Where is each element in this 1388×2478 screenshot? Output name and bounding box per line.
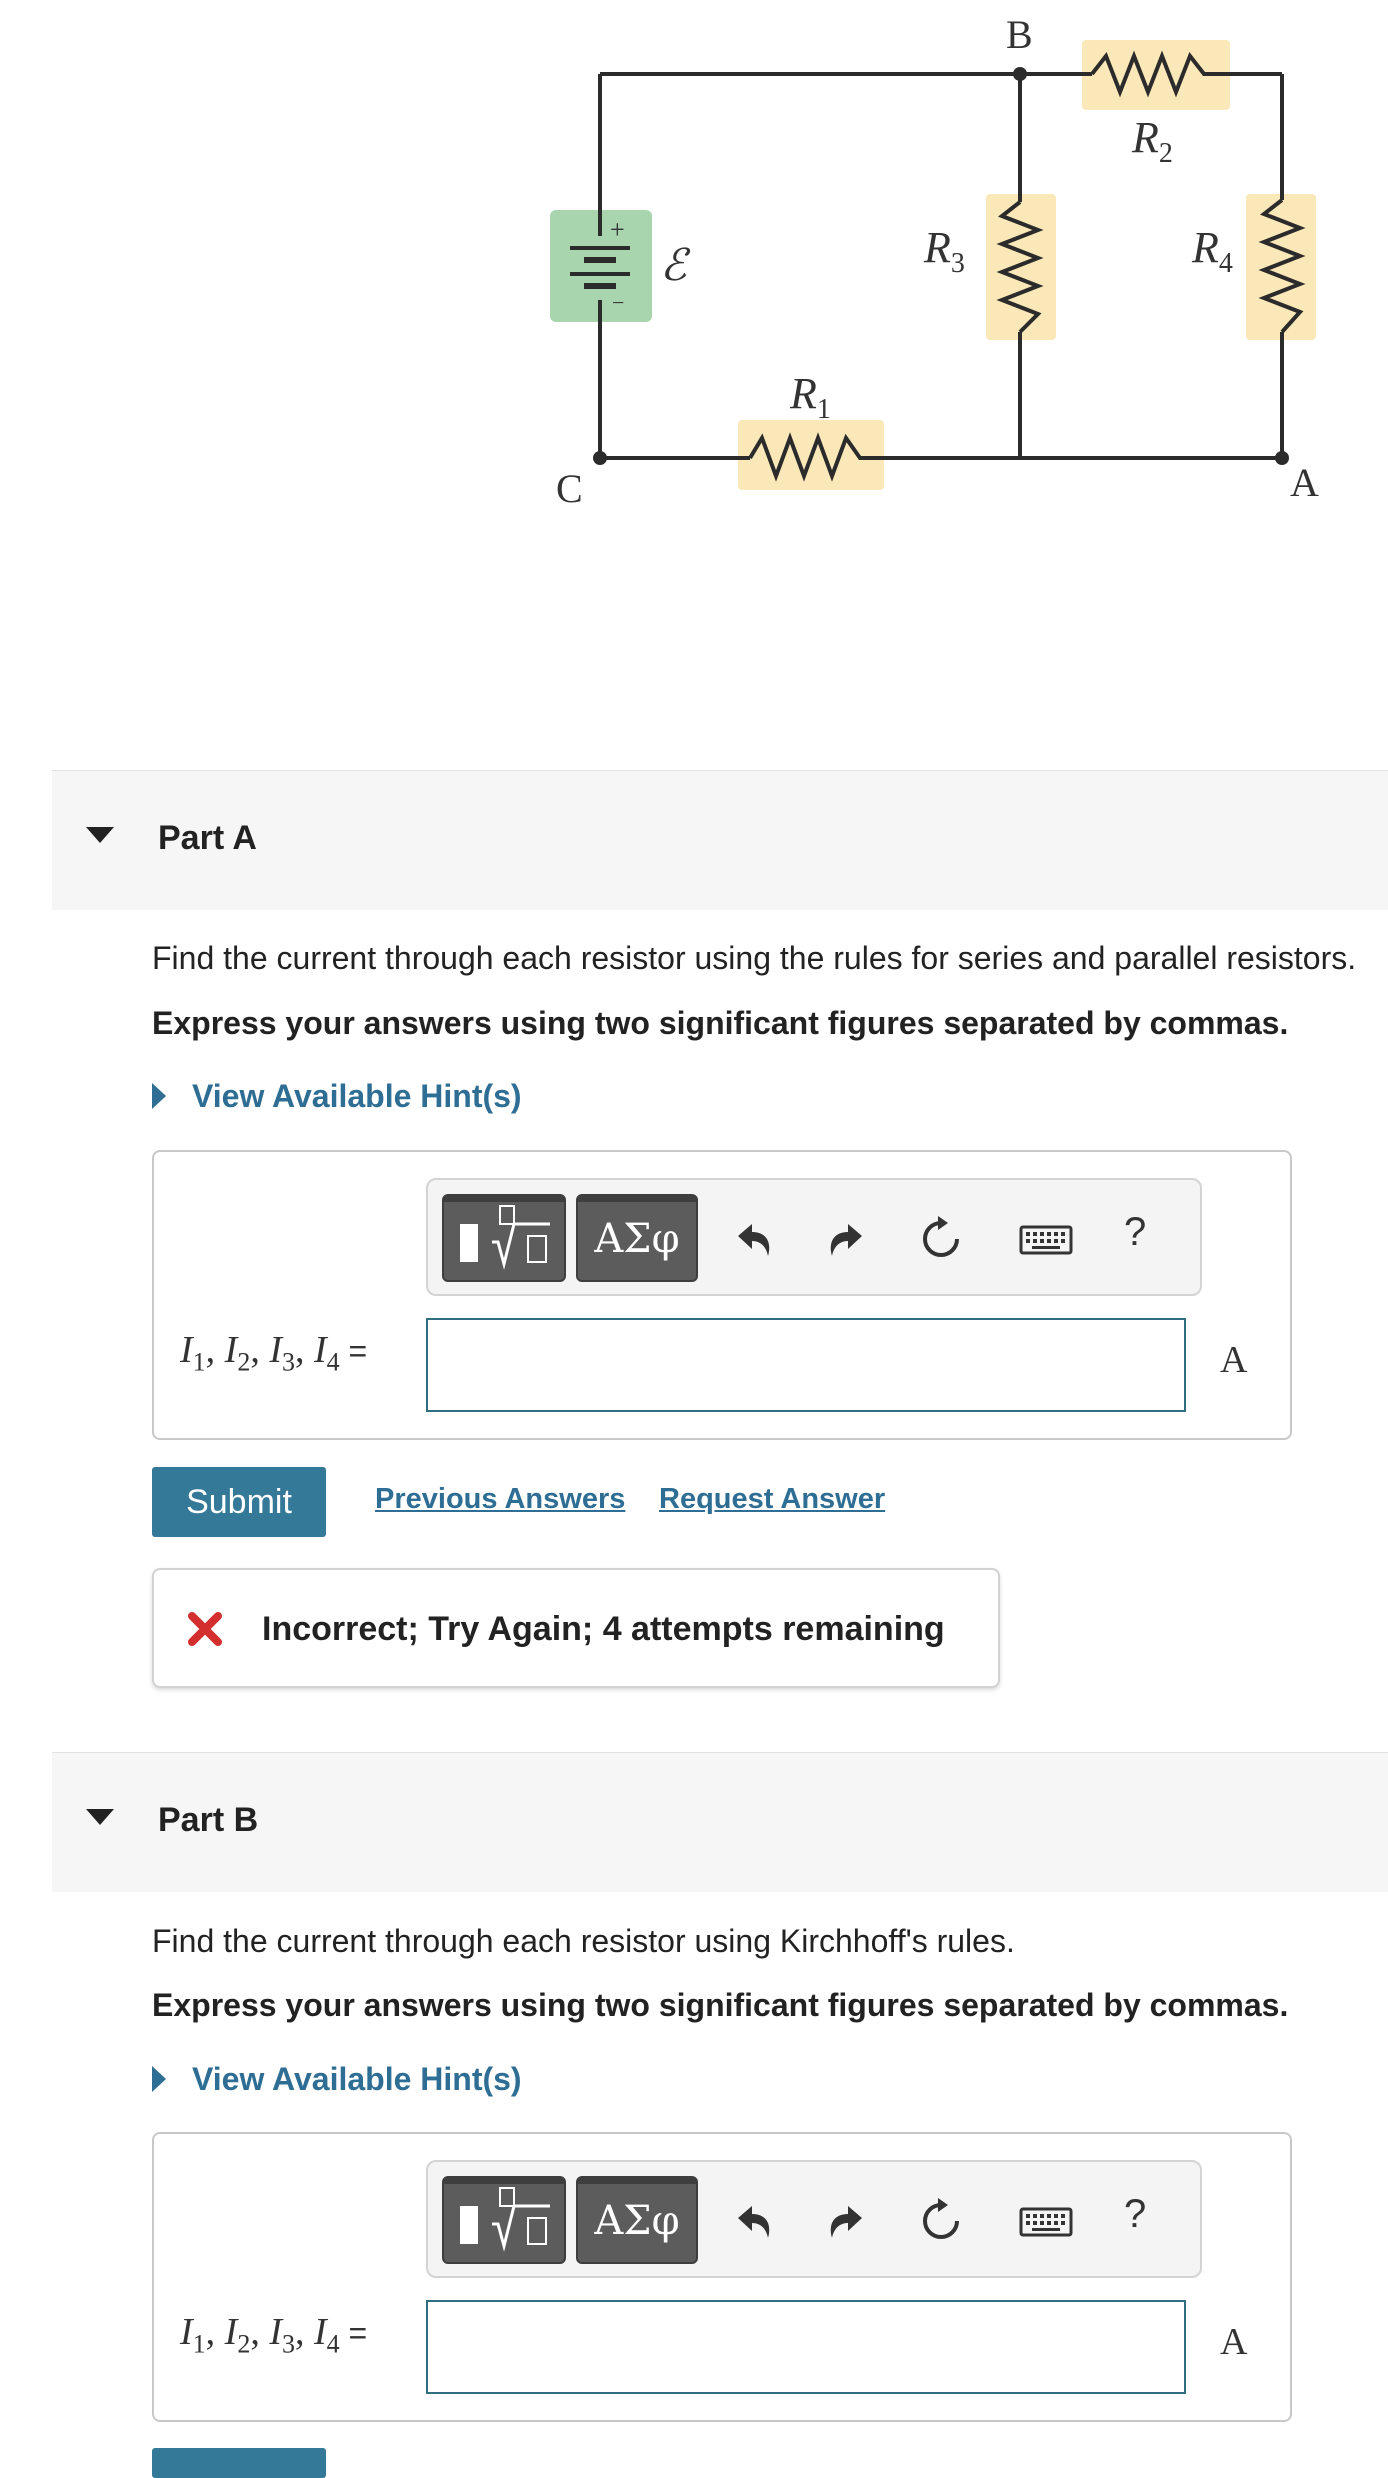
previous-answers-link[interactable]: Previous Answers (375, 1483, 626, 1515)
part-a-title: Part A (158, 819, 257, 857)
part-b-header[interactable] (52, 1752, 1388, 1892)
part-b-answer-box (152, 2132, 1292, 2422)
part-a-answer-box (152, 1150, 1292, 1440)
request-answer-link[interactable]: Request Answer (659, 1483, 886, 1515)
undo-icon[interactable] (728, 1214, 778, 1264)
circuit-diagram (520, 10, 1340, 520)
node-label-a: A (1290, 460, 1319, 505)
part-b-instruction: Express your answers using two significant figures separated by commas. (152, 1987, 1289, 2023)
help-button[interactable]: ? (1124, 1210, 1147, 1254)
part-a-answer-input[interactable] (426, 1318, 1186, 1412)
part-a-instruction: Express your answers using two significant figures separated by commas. (152, 1005, 1289, 1041)
help-button[interactable]: ? (1124, 2192, 1147, 2236)
r1-label: $R_1$ (790, 369, 831, 425)
hint-caret-icon (152, 1083, 166, 1109)
reset-icon[interactable] (916, 2196, 966, 2246)
error-x-icon (186, 1610, 224, 1648)
keyboard-icon[interactable] (1018, 2196, 1074, 2246)
math-toolbar (426, 2160, 1202, 2278)
node-label-c: C (556, 466, 583, 511)
hint-label: View Available Hint(s) (192, 1078, 522, 1114)
templates-button[interactable] (442, 1194, 566, 1282)
math-toolbar (426, 1178, 1202, 1296)
part-b-answer-input[interactable] (426, 2300, 1186, 2394)
templates-icon (444, 2184, 564, 2258)
feedback-text: Incorrect; Try Again; 4 attempts remaining (262, 1610, 945, 1648)
submit-button[interactable]: Submit (152, 1467, 326, 1537)
part-a-hint-link[interactable] (152, 1078, 522, 1115)
r3-label: $R_3$ (924, 223, 965, 279)
answer-variables-label: $I_1$, $I_2$, $I_3$, $I_4$ = (180, 1329, 368, 1377)
r3-highlight (986, 194, 1056, 340)
junction-a (1275, 451, 1289, 465)
collapse-caret-icon[interactable] (86, 1809, 114, 1825)
battery-plus-sign: + (610, 215, 625, 244)
part-a-question: Find the current through each resistor using the rules for series and parallel resistors. (152, 940, 1357, 976)
greek-symbols-button[interactable]: ΑΣφ (576, 2176, 698, 2264)
part-a-header[interactable] (52, 770, 1388, 910)
undo-icon[interactable] (728, 2196, 778, 2246)
part-b-submit-button[interactable] (152, 2448, 326, 2478)
keyboard-icon[interactable] (1018, 1214, 1074, 1264)
node-label-b: B (1006, 12, 1033, 57)
feedback-message (152, 1568, 1000, 1688)
reset-icon[interactable] (916, 1214, 966, 1264)
templates-icon (444, 1202, 564, 1276)
part-b-question: Find the current through each resistor using Kirchhoff's rules. (152, 1923, 1015, 1959)
hint-caret-icon (152, 2066, 166, 2092)
r2-label: $R_2$ (1132, 113, 1173, 169)
unit-label: A (1220, 2321, 1248, 2363)
unit-label: A (1220, 1339, 1248, 1381)
emf-label: ℰ (660, 241, 687, 290)
redo-icon[interactable] (822, 1214, 872, 1264)
answer-variables-label: $I_1$, $I_2$, $I_3$, $I_4$ = (180, 2311, 368, 2359)
battery-minus-sign: − (612, 290, 625, 315)
collapse-caret-icon[interactable] (86, 827, 114, 843)
junction-c (593, 451, 607, 465)
templates-button[interactable] (442, 2176, 566, 2264)
redo-icon[interactable] (822, 2196, 872, 2246)
greek-symbols-button[interactable]: ΑΣφ (576, 1194, 698, 1282)
r4-highlight (1246, 194, 1316, 340)
part-b-title: Part B (158, 1801, 259, 1839)
r4-label: $R_4$ (1192, 223, 1233, 279)
junction-b (1013, 67, 1027, 81)
part-b-hint-link[interactable] (152, 2061, 522, 2098)
hint-label: View Available Hint(s) (192, 2061, 522, 2097)
